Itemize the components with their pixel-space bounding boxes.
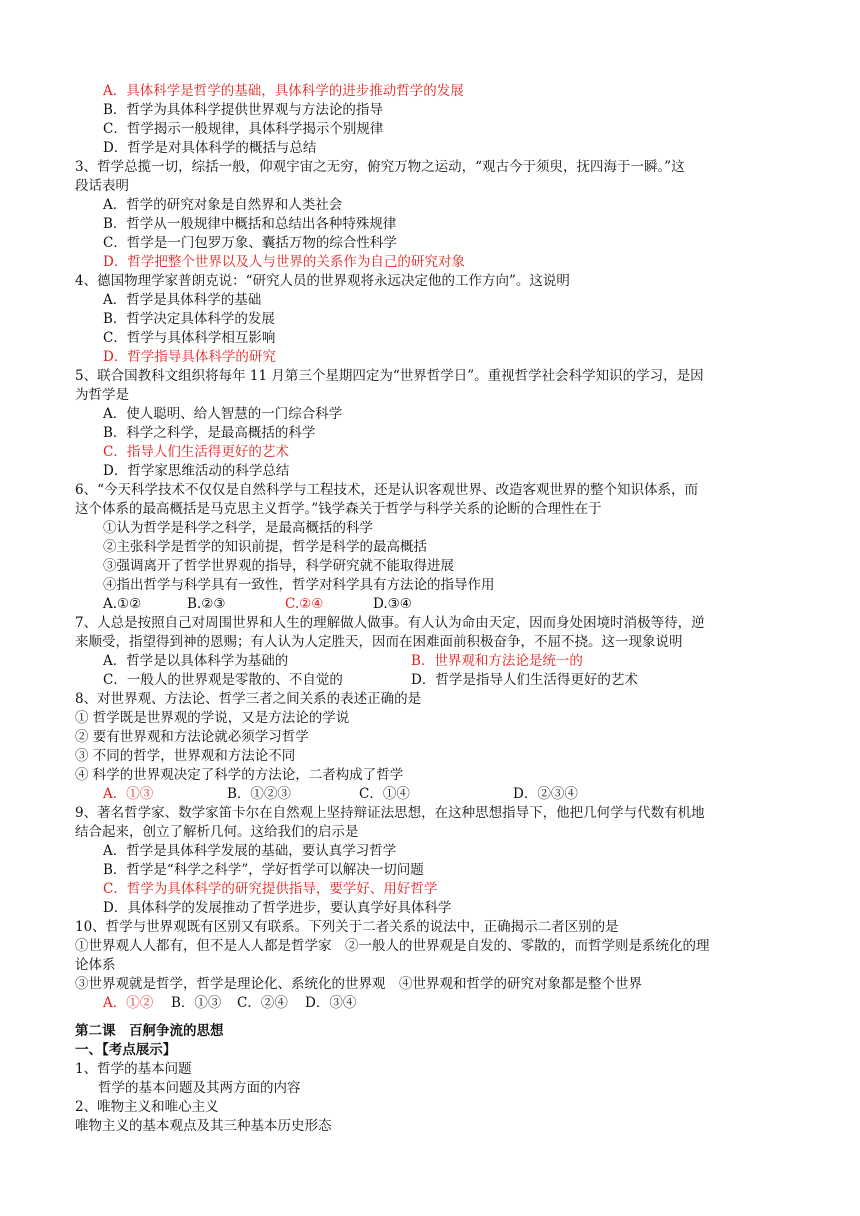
q8-option-b: B．①②③ — [227, 786, 291, 802]
q7-option-c: C．一般人的世界观是零散的、不自觉的 — [103, 672, 343, 688]
q6-stem-line2: 这个体系的最高概括是马克思主义哲学。”钱学森关于哲学与科学关系的论断的合理性在于 — [75, 501, 602, 517]
q8-statement-2: ② 要有世界观和方法论就必须学习哲学 — [75, 729, 309, 745]
q4-stem: 4、德国物理学家普朗克说：“研究人员的世界观将永远决定他的工作方向”。这说明 — [75, 273, 570, 289]
q2-option-a: A．具体科学是哲学的基础，具体科学的进步推动哲学的发展 — [103, 83, 464, 99]
q10-statements-1-2: ①世界观人人都有，但不是人人都是哲学家 ②一般人的世界观是自发的、零散的，而哲学则是系统化的理 — [75, 938, 710, 954]
q7-options-row-2 — [103, 671, 723, 689]
q7-option-d: D．哲学是指导人们生活得更好的艺术 — [411, 672, 638, 688]
q5-option-c: C．指导人们生活得更好的艺术 — [103, 444, 289, 460]
q5-option-b: B．科学之科学，是最高概括的科学 — [103, 425, 316, 441]
q5-stem-line2: 为哲学是 — [75, 387, 129, 403]
q8-stem: 8、对世界观、方法论、哲学三者之间关系的表述正确的是 — [75, 691, 422, 707]
q7-option-a: A．哲学是以具体科学为基础的 — [103, 653, 289, 669]
section-heading: 一、【考点展示】 — [75, 1042, 177, 1058]
q10-option-b: B．①③ — [171, 995, 222, 1011]
topic-1: 1、哲学的基本问题 — [75, 1061, 192, 1077]
q6-option-c: C.②④ — [285, 596, 324, 612]
q6-statement-4: ④指出哲学与科学具有一致性，哲学对科学具有方法论的指导作用 — [103, 577, 495, 593]
q10-statements-1-2-cont: 论体系 — [75, 957, 116, 973]
q5-option-d: D．哲学家思维活动的科学总结 — [103, 463, 290, 479]
q10-option-a: A．①② — [103, 995, 154, 1011]
q6-option-d: D.③④ — [373, 596, 412, 612]
q2-option-d: D．哲学是对具体科学的概括与总结 — [103, 140, 317, 156]
topic-2: 2、唯物主义和唯心主义 — [75, 1099, 219, 1115]
q6-statement-2: ②主张科学是哲学的知识前提，哲学是科学的最高概括 — [103, 539, 427, 555]
q4-option-c: C．哲学与具体科学相互影响 — [103, 330, 276, 346]
q3-option-a: A．哲学的研究对象是自然界和人类社会 — [103, 197, 343, 213]
q5-stem-line1: 5、联合国教科文组织将每年 11 月第三个星期四定为“世界哲学日”。重视哲学社会科学知识的学习，是因 — [75, 368, 704, 384]
q9-stem-line1: 9、著名哲学家、数学家笛卡尔在自然观上坚持辩证法思想，在这种思想指导下，他把几何学与代数有机地 — [75, 805, 705, 821]
q7-stem-line2: 来顺受，指望得到神的恩赐；有人认为人定胜天，因而在困难面前积极奋争，不屈不挠。这一现象说明 — [75, 634, 683, 650]
q6-option-a: A.①② — [103, 596, 142, 612]
q8-option-d: D．②③④ — [513, 786, 578, 802]
q4-option-d: D．哲学指导具体科学的研究 — [103, 349, 276, 365]
q7-stem-line1: 7、人总是按照自己对周围世界和人生的理解做人做事。有人认为命由天定，因而身处困境时消极等待，逆 — [75, 615, 705, 631]
q6-stem-line1: 6、“今天科学技术不仅仅是自然科学与工程技术，还是认识客观世界、改造客观世界的整个知识体系，而 — [75, 482, 698, 498]
q8-statement-4: ④ 科学的世界观决定了科学的方法论，二者构成了哲学 — [75, 767, 404, 783]
q3-stem-line2: 段话表明 — [75, 178, 129, 194]
q10-statements-3-4: ③世界观就是哲学，哲学是理论化、系统化的世界观 ④世界观和哲学的研究对象都是整个世界 — [75, 976, 642, 992]
q4-option-b: B．哲学决定具体科学的发展 — [103, 311, 275, 327]
q3-option-c: C．哲学是一门包罗万象、囊括万物的综合性科学 — [103, 235, 397, 251]
q8-option-a: A．①③ — [103, 786, 154, 802]
q8-option-c: C．①④ — [359, 786, 410, 802]
q2-option-b: B．哲学为具体科学提供世界观与方法论的指导 — [103, 102, 383, 118]
q9-option-c: C．哲学为具体科学的研究提供指导，要学好、用好哲学 — [103, 881, 438, 897]
q8-statement-3: ③ 不同的哲学，世界观和方法论不同 — [75, 748, 296, 764]
q9-option-b: B．哲学是“科学之科学”，学好哲学可以解决一切问题 — [103, 862, 424, 878]
topic-1-detail: 哲学的基本问题及其两方面的内容 — [98, 1080, 301, 1096]
q10-options-row — [103, 994, 403, 1012]
q10-stem: 10、哲学与世界观既有区别又有联系。下列关于二者关系的说法中，正确揭示二者区别的是 — [75, 919, 619, 935]
q7-options-row-1 — [103, 652, 723, 670]
q9-option-a: A．哲学是具体科学发展的基础，要认真学习哲学 — [103, 843, 397, 859]
q3-stem-line1: 3、哲学总揽一切，综括一般，仰观宇宙之无穷，俯究万物之运动，“观古今于须臾，抚四海于一瞬。”这 — [75, 159, 685, 175]
q10-option-d: D．③④ — [305, 995, 357, 1011]
q5-option-a: A．使人聪明、给人智慧的一门综合科学 — [103, 406, 343, 422]
q6-statement-1: ①认为哲学是科学之科学，是最高概括的科学 — [103, 520, 373, 536]
q10-option-c: C．②④ — [237, 995, 288, 1011]
q9-stem-line2: 结合起来，创立了解析几何。这给我们的启示是 — [75, 824, 359, 840]
q8-statement-1: ① 哲学既是世界观的学说，又是方法论的学说 — [75, 710, 350, 726]
q3-option-d: D．哲学把整个世界以及人与世界的关系作为自己的研究对象 — [103, 254, 465, 270]
q8-options-row — [103, 785, 603, 803]
q3-option-b: B．哲学从一般规律中概括和总结出各种特殊规律 — [103, 216, 397, 232]
q6-statement-3: ③强调离开了哲学世界观的指导，科学研究就不能取得进展 — [103, 558, 454, 574]
lesson-title: 第二课 百舸争流的思想 — [75, 1023, 224, 1039]
topic-2-detail: 唯物主义的基本观点及其三种基本历史形态 — [75, 1118, 332, 1134]
q6-options-row — [103, 595, 423, 613]
q2-option-c: C．哲学揭示一般规律，具体科学揭示个别规律 — [103, 121, 384, 137]
q7-option-b: B．世界观和方法论是统一的 — [411, 653, 583, 669]
q4-option-a: A．哲学是具体科学的基础 — [103, 292, 262, 308]
q6-option-b: B.②③ — [187, 596, 226, 612]
q9-option-d: D．具体科学的发展推动了哲学进步，要认真学好具体科学 — [103, 900, 452, 916]
